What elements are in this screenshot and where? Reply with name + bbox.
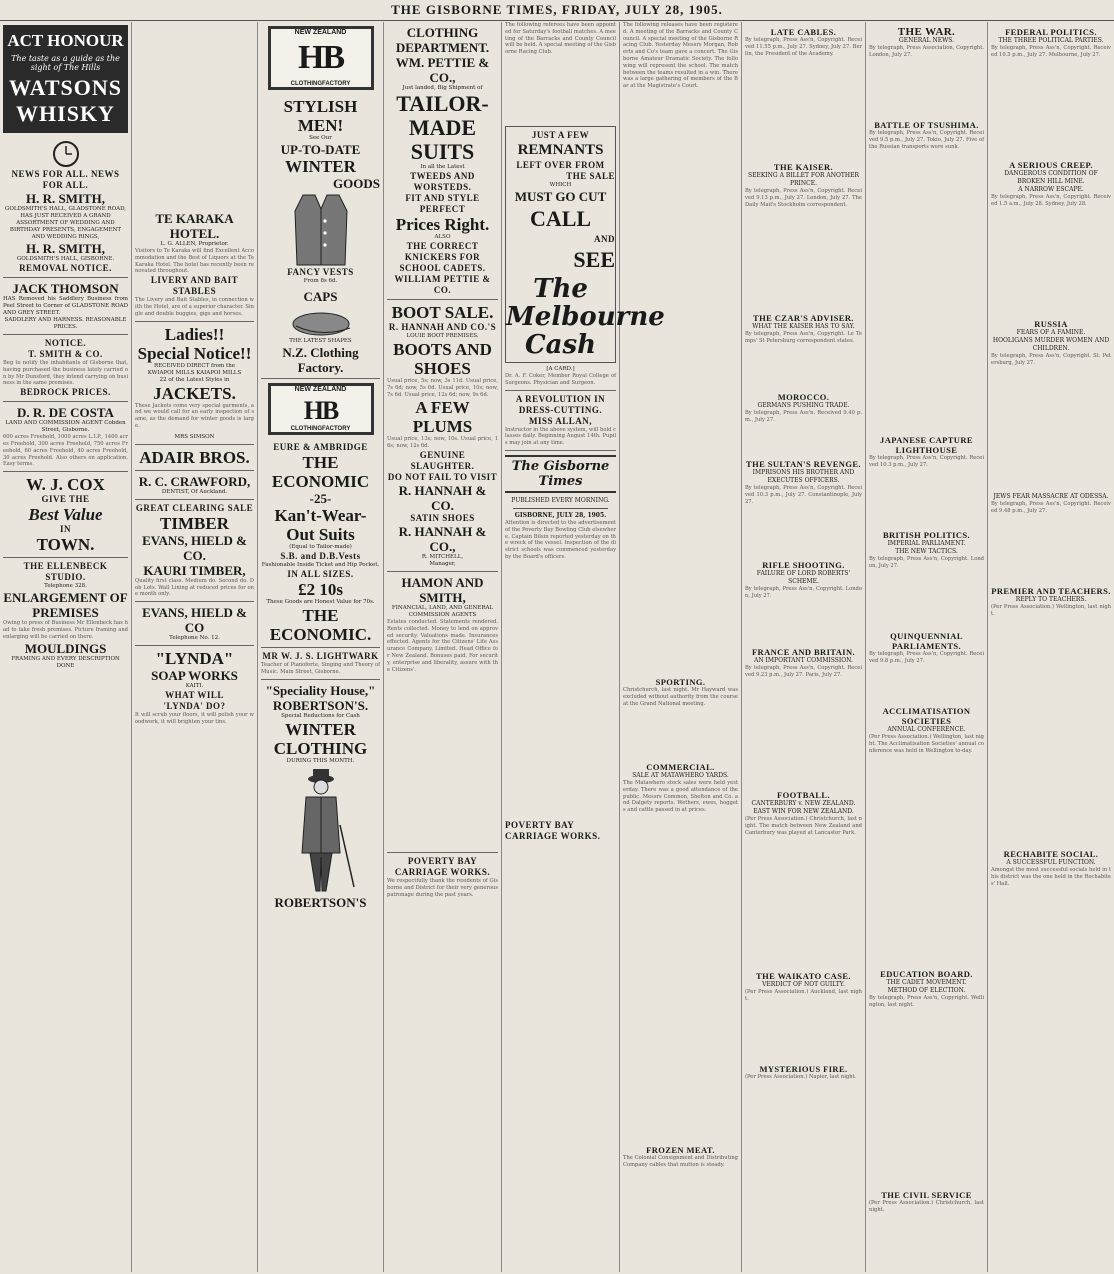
during-month: DURING THIS MONTH. xyxy=(286,757,355,764)
hannah-3: R. HANNAH & CO., xyxy=(398,523,487,554)
hamon-text: Estates conducted. Statements rendered. Rents collected. Money to lend on approved security. Valuations made. Insurances effected. Agents for the Citizens' Life Assurance Company, Limited. Head Office for New Zealand. Bonuses paid. For security, enterprise and liberality, assure with the Citizens'. xyxy=(387,618,498,673)
dress-cutting-ad xyxy=(505,391,616,451)
hannah-2: R. HANNAH & CO. xyxy=(398,482,487,513)
logo-top: NEW ZEALAND xyxy=(294,29,347,36)
education-heading: EDUCATION BOARD. xyxy=(880,969,973,979)
british-heading: BRITISH POLITICS. xyxy=(882,530,971,540)
caps: CAPS xyxy=(303,289,338,304)
logo-top-2: NEW ZEALAND xyxy=(294,386,347,393)
lightwark-text: Teacher of Pianoforte, Singing and Theory of Music. Main Street, Gisborne. xyxy=(261,662,380,675)
timber: TIMBER xyxy=(160,513,229,533)
winter-2: WINTER xyxy=(285,719,356,739)
logo-hb-2: HB xyxy=(303,396,338,425)
sb-db-vests: S.B. and D.B.Vests xyxy=(280,551,361,561)
studio-name: THE ELLENBECK STUDIO. xyxy=(23,561,108,583)
usual-prices: Usual price, 5s; now, 3s 11d. Usual price, 7s 6d; now, 5s 6d. Usual price, 10s; now, 7s 6d. Usual price, 12s 6d; now, 9s 6d. xyxy=(387,378,498,398)
frozen-text: The Colonial Consignment and Distributing Company cables that mutton is steady. xyxy=(623,1155,738,1168)
sultan-sub: IMPRISONS HIS BROTHER AND EXECUTES OFFICERS. xyxy=(752,469,855,484)
latest-styles: 22 of the Latest Styles in xyxy=(159,376,230,383)
mills: KWIAPOI MILLS KAIAPOI MILLS xyxy=(147,369,242,376)
rifle-sub: FAILURE OF LORD ROBERTS' SCHEME. xyxy=(756,570,851,585)
dateline: GISBORNE, JULY 28, 1905. xyxy=(514,511,607,519)
enlargement: ENLARGEMENT OF PREMISES xyxy=(3,590,128,621)
logo-hb: HB xyxy=(297,39,344,76)
timber-text: Quality first class. Medium do. Second do. Dob Lots. Wall Lining at reduced prices for one month only. xyxy=(135,577,254,598)
premier-sub: REPLY TO TEACHERS. xyxy=(1015,596,1087,603)
cox-name: W. J. COX xyxy=(26,475,105,495)
special-reductions: Special Reductions for Cash xyxy=(281,712,360,719)
tailor: TAILOR- xyxy=(396,91,489,116)
melbourne: Melbourne xyxy=(506,302,665,332)
newspaper-masthead: THE GISBORNE TIMES, FRIDAY, JULY 28, 1905. xyxy=(0,0,1114,21)
france-sub: AN IMPORTANT COMMISSION. xyxy=(754,657,853,664)
watsons-whisky-ad xyxy=(3,25,128,133)
jackets-text: These Jackets come very special garments, and we would call for an early inspection of same, as the demand for winter goods is large. xyxy=(135,402,254,429)
rifle-text: By telegraph, Press Ass'n, Copyright. London, July 27. xyxy=(745,586,862,599)
up-to-date: UP-TO-DATE xyxy=(280,142,361,157)
clothing-department: CLOTHING DEPARTMENT. xyxy=(395,25,490,55)
cap-icon xyxy=(286,304,356,338)
lighthouse-text: By telegraph, Press Ass'n, Copyright. Received 10.3 p.m., July 27. xyxy=(869,455,984,468)
election-sub: METHOD OF ELECTION. xyxy=(887,987,966,994)
and: AND xyxy=(594,234,615,244)
kaiti: KAITI. xyxy=(185,683,204,690)
thomson-ad xyxy=(3,278,128,335)
see-our: See Our xyxy=(309,135,332,141)
war-text: By telegraph, Press Association, Copyright. London, July 27. xyxy=(869,45,984,58)
knickers: THE CORRECT KNICKERS FOR SCHOOL CADETS. xyxy=(399,241,486,273)
logo-bottom: CLOTHINGFACTORY xyxy=(290,81,351,87)
mitchell: R. MITCHELL, xyxy=(421,553,464,560)
jackets: JACKETS. xyxy=(153,383,236,403)
twenty-five: -25- xyxy=(309,491,332,506)
smith-removal: REMOVAL NOTICE. xyxy=(19,263,112,273)
clothing: CLOTHING xyxy=(273,738,368,758)
winter-1: WINTER xyxy=(285,157,356,176)
commercial-heading: COMMERCIAL. xyxy=(646,762,715,772)
rechabite-heading: RECHABITE SOCIAL. xyxy=(1003,849,1099,859)
carriage-ad xyxy=(387,853,498,901)
evans-hield-1: EVANS, HIELD & CO. xyxy=(142,532,247,563)
war-heading: THE WAR. xyxy=(897,26,956,38)
quinquennial-heading: QUINQUENNIAL PARLIAMENTS. xyxy=(890,631,963,651)
fire-text: (Per Press Association.) Napier, last night. xyxy=(745,1074,857,1080)
evans-tel: Telephone No. 12. xyxy=(169,635,220,642)
adair-bros: ADAIR BROS. xyxy=(139,447,250,467)
just-landed: Just landed, Big Shipment of xyxy=(402,85,483,91)
decosta-text: LAND AND COMMISSION AGENT Cobden Street, Gisborne. xyxy=(5,420,126,434)
lynda-do: 'LYNDA' DO? xyxy=(163,701,226,712)
sultan-heading: THE SULTAN'S REVENGE. xyxy=(746,459,861,469)
education-text: By telegraph, Press Ass'n, Copyright. Wellington, last night. xyxy=(869,995,984,1008)
fire-heading: MYSTERIOUS FIRE. xyxy=(759,1064,848,1074)
quinquennial-text: By telegraph, Press Ass'n, Copyright. Received 9.8 p.m., July 27. xyxy=(869,651,984,664)
nz-clothing-factory-logo xyxy=(268,26,374,90)
football-sub-2: EAST WIN FOR NEW ZEALAND. xyxy=(753,808,854,815)
frozen-meat-heading: FROZEN MEAT. xyxy=(646,1145,715,1155)
rechabite-sub: A SUCCESSFUL FUNCTION. xyxy=(1006,859,1096,866)
carriage-works-heading: POVERTY BAY CARRIAGE WORKS. xyxy=(505,819,601,841)
russia-heading: RUSSIA xyxy=(1034,319,1068,329)
price: £2 10s xyxy=(298,580,343,599)
russia-sub: FEARS OF A FAMINE. xyxy=(1016,329,1086,336)
plums-text: Usual price, 13s; now, 10s. Usual price, 16s; now, 12s 6d. xyxy=(387,436,498,450)
livery-text: The Livery and Bait Stables, in connection with the Hotel, are of a superior character. Single and double buggies, gigs and horses. xyxy=(135,297,254,317)
decosta-name: D. R. DE COSTA xyxy=(17,405,114,421)
federal-sub: THE THREE POLITICAL PARTIES. xyxy=(998,37,1104,44)
revolution: A REVOLUTION IN DRESS-CUTTING. xyxy=(515,393,606,415)
lighthouse-heading: JAPANESE CAPTURE LIGHTHOUSE xyxy=(880,435,973,455)
waikato-sub: VERDICT OF NOT GUILTY. xyxy=(762,981,845,988)
satin-shoes: SATIN SHOES xyxy=(410,512,475,523)
notice-text: Beg to notify the inhabitants of Gisborne that, having purchased the business lately carried on by Mr Dunsford, they intend carrying on business in the same premises. xyxy=(3,360,128,387)
column-9 xyxy=(988,22,1114,1272)
kaiser-sub: SEEKING A BILLET FOR ANOTHER PRINCE. xyxy=(747,172,860,187)
federal-heading: FEDERAL POLITICS. xyxy=(1005,27,1097,37)
smith-ad xyxy=(3,136,128,278)
slaughter: GENUINE SLAUGHTER. xyxy=(410,449,475,471)
just-a-few: JUST A FEW xyxy=(531,130,590,140)
czar-text: By telegraph, Press Ass'n, Copyright. Le Temps' St Petersburg correspondent states. xyxy=(745,331,862,344)
sultan-text: By telegraph, Press Ass'n, Copyright. Received 10.3 p.m., July 27. Constantinople, July 27. xyxy=(745,485,862,505)
creep-sub: DANGEROUS CONDITION OF BROKEN HILL MINE. xyxy=(1004,170,1098,185)
thomson-text: HAS Removed his Saddlery Business from Peel Street to Corner of GLADSTONE ROAD AND GREY STREET. xyxy=(3,296,128,316)
column-3 xyxy=(258,22,384,1272)
morocco-sub: GERMANS PUSHING TRADE. xyxy=(757,402,850,409)
column-4 xyxy=(384,22,502,1272)
published-every-morning: PUBLISHED EVERY MORNING. xyxy=(511,496,610,504)
lightwark: MR W. J. S. LIGHTWARK xyxy=(262,651,379,661)
studio-tel: Telephone 328. xyxy=(44,583,87,590)
gisborne-times-title: The Gisborne Times xyxy=(505,455,616,493)
shoes: SHOES xyxy=(414,359,471,378)
prices-right: Prices Right. xyxy=(395,215,490,234)
carriage-works: POVERTY BAY CARRIAGE WORKS. xyxy=(394,855,491,877)
lightwark-ad xyxy=(261,648,380,680)
ellenbeck-ad xyxy=(3,558,128,672)
creep-heading: A SERIOUS CREEP. xyxy=(1009,160,1093,170)
rule xyxy=(513,508,608,509)
pettie-name: WM. PETTIE & CO., xyxy=(395,55,490,85)
morocco-heading: MOROCCO. xyxy=(777,392,830,402)
commercial-text: The Matawhero stock sales were held yesterday. There was a good attendance of the public. Messrs Common, Shelton and Co. and Dalgety reports. Wethers, ewes, hoggets and cattle passed in at prices. xyxy=(623,780,738,814)
football-heading: FOOTBALL. xyxy=(777,790,830,800)
whisky-brand: WATSONS WHISKY xyxy=(9,75,122,126)
hotel-prop: L. G. ALLEN, Proprietor. xyxy=(160,241,229,247)
soap-works: SOAP WORKS xyxy=(151,668,238,684)
tweeds: TWEEDS AND WORSTEDS. xyxy=(410,171,475,192)
czar-heading: THE CZAR'S ADVISER. xyxy=(753,313,854,323)
card-text: Dr. A. F. Coker, Member Royal College of Surgeons. Physician and Surgeon. xyxy=(505,373,616,386)
simson: MRS SIMSON xyxy=(174,433,215,440)
premier-heading: PREMIER AND TEACHERS. xyxy=(991,586,1111,596)
notice-ad xyxy=(3,335,128,402)
remnants: REMNANTS xyxy=(517,142,604,158)
escape-sub: A NARROW ESCAPE. xyxy=(1018,186,1084,193)
the: The xyxy=(533,274,588,304)
louie: LOUIE BOOT PREMISES. xyxy=(406,333,479,339)
lynda-text: It will scrub your floors, it will polish your woodwork, it will brighten your tins. xyxy=(135,712,254,725)
kauri-timber: KAURI TIMBER, xyxy=(143,562,246,578)
do-not-fail: DO NOT FAIL TO VISIT xyxy=(387,471,498,482)
the-economic-2: THE ECONOMIC. xyxy=(269,606,372,644)
robertsons: ROBERTSON'S. xyxy=(272,697,369,713)
livery: LIVERY AND BAIT STABLES xyxy=(150,275,239,297)
cox-in: IN xyxy=(59,524,71,535)
column-2 xyxy=(132,22,258,1272)
cash: Cash xyxy=(524,330,597,360)
france-text: By telegraph, Press Ass'n, Copyright. Received 9.23 p.m., July 27. Paris, July 27. xyxy=(745,665,862,678)
studio-text: Owing to press of Business Mr Ellenbeck has had to take fresh premises. Picture framing and enlarging will be carried on there. xyxy=(3,620,128,640)
clock-icon xyxy=(51,139,81,169)
hamon-smith: HAMON AND SMITH, xyxy=(401,574,484,605)
kant-wear-out: Kan't-Wear-Out Suits xyxy=(274,506,367,544)
leader-article: Attention is directed to the advertisement of the Poverty Bay Bowling Club elsewhere. Captain Bilsin reported yesterday on the wreck of the vessel. Inspection of the district schools was commenced yesterday by the Board's officers. xyxy=(505,519,616,560)
nz-clothing-factory: N.Z. Clothing Factory. xyxy=(282,345,359,375)
lynda-title: "LYNDA" xyxy=(155,649,234,669)
morocco-text: By telegraph, Press Ass'n. Received 9.40 p.m., July 27. xyxy=(745,410,862,423)
nz-clothing-factory-logo-2 xyxy=(268,383,374,435)
hotel-name: TE KARAKA HOTEL. xyxy=(155,211,234,241)
notice-name: T. SMITH & CO. xyxy=(28,349,103,359)
what-will: WHAT WILL xyxy=(165,690,224,701)
acclim-text: (Per Press Association.) Wellington, last night. The Acclimatisation Societies' annual conference was held in Wellington to-day. xyxy=(869,734,984,754)
evans-hield-2: EVANS, HIELD & CO xyxy=(142,605,247,636)
france-heading: FRANCE AND BRITAIN. xyxy=(751,647,856,657)
bedrock-prices: BEDROCK PRICES. xyxy=(20,387,111,398)
war-sub: GENERAL NEWS. xyxy=(898,37,955,44)
sporting-heading: SPORTING. xyxy=(655,677,706,687)
boots-and: BOOTS AND xyxy=(393,340,492,359)
column-8 xyxy=(866,22,988,1272)
carriage-text: We respectfully thank the residents of Gisborne and District for their very generous patronage during the past years. xyxy=(387,877,498,898)
goods: GOODS xyxy=(333,176,380,191)
card-ad xyxy=(505,363,616,391)
federal-text: By telegraph, Press Ass'n, Copyright. Received 10.5 p.m., July 27. Melbourne, July 27. xyxy=(991,45,1111,58)
british-text: By telegraph, Press Ass'n, Copyright. London, July 27. xyxy=(869,556,984,569)
acclim-heading: ACCLIMATISATION SOCIETIES xyxy=(882,706,971,726)
which: WHICH xyxy=(549,182,572,188)
economic-ad xyxy=(261,439,380,648)
thomson-tail: SADDLERY AND HARNESS. REASONABLE PRICES. xyxy=(4,317,127,330)
boot-sale-ad xyxy=(387,300,498,572)
left-over: LEFT OVER FROM xyxy=(516,160,605,170)
cox-ad xyxy=(3,472,128,558)
clearing-sale: GREAT CLEARING SALE xyxy=(135,502,254,513)
smith-sub-2: GOLDSMITH'S HALL, GISBORNE. xyxy=(16,256,115,262)
sporting-text: Christchurch, last night. Mr Hayward was excluded without authority from the course at the Grand National meeting. xyxy=(623,687,738,707)
card: [A CARD.] xyxy=(546,366,575,372)
manager: Manager, xyxy=(429,560,456,567)
column-6-text: The following releases have been registered. A meeting of the Barracks and County Council. A special meeting of the Gisborne Racing Club. Yesterday Messrs Morgan, Roberts and Co's team gave a concert. The Gisborne Amateur Dramatic Society. The following will represent the school. The match between the teams resulted in a win. There was a large gathering of members of the Bar at the Magistrate's Court. xyxy=(623,22,738,90)
tsushima-heading: BATTLE OF TSUSHIMA. xyxy=(874,120,979,130)
matawhero-heading: SALE AT MATAWHERO YARDS. xyxy=(632,772,729,779)
decosta-ad xyxy=(3,402,128,472)
premier-text: (Per Press Association.) Wellington, last night. xyxy=(991,604,1111,617)
miss-allan: MISS ALLAN, xyxy=(528,415,592,426)
stylish-men: STYLISH MEN! xyxy=(283,97,358,135)
russia-text: By telegraph, Press Ass'n, Copyright. St. Petersburg, July 27. xyxy=(991,353,1111,366)
tactics: THE NEW TACTICS. xyxy=(895,548,958,555)
civil-text: (Per Press Association.) Christchurch, last night. xyxy=(869,1200,984,1213)
tsushima-text: By telegraph, Press Ass'n, Copyright. Received 9.5 p.m., July 27. Tokio, July 27. Five of the Russian transports were sunk. xyxy=(869,130,984,150)
robertsons-2: ROBERTSON'S xyxy=(274,894,367,910)
boot-sale: BOOT SALE. xyxy=(391,303,494,322)
kaiser-text: By telegraph, Press Ass'n, Copyright. Received 9.13 p.m., July 27. London, July 27. The Daily Mail's Stockholm correspondent. xyxy=(745,188,862,208)
the-economic: THE ECONOMIC xyxy=(271,453,370,491)
whisky-slogan: The taste as a guide as the sight of The Hills xyxy=(11,54,120,72)
ladies-ad xyxy=(135,322,254,445)
vests-price: From 8s 6d. xyxy=(303,278,338,284)
remnants-ad xyxy=(505,126,665,363)
robertsons-ad xyxy=(261,680,380,913)
hooligans-sub: HOOLIGANS MURDER WOMEN AND CHILDREN. xyxy=(992,337,1110,352)
waikato-heading: THE WAIKATO CASE. xyxy=(756,971,851,981)
column-6 xyxy=(620,22,742,1272)
fancy-vests: FANCY VESTS xyxy=(287,267,354,277)
allan-text: Instructor in the above system, will hold classes daily. Beginning August 14th. Pupils may join at any time. xyxy=(505,426,616,447)
british-sub: IMPERIAL PARLIAMENT. xyxy=(887,540,966,547)
decosta-listings: 600 acres Freehold, 1000 acres L.I.P., 1400 acres Freehold, 300 acres Freehold, 750 acres Freehold, 60 acres Freehold, 40 acres Freehold, 30 acres Freehold. Also others on application. Easy terms. xyxy=(3,434,128,468)
football-text: (Per Press Association.) Christchurch, last night. The match between New Zealand and Canterbury was played at Lancaster Park. xyxy=(745,816,862,836)
football-sub: CANTERBURY v. NEW ZEALAND. xyxy=(751,800,856,807)
column-2-top xyxy=(135,22,254,208)
logo-bottom-2: CLOTHINGFACTORY xyxy=(290,426,351,432)
the-sale: THE SALE xyxy=(566,171,615,181)
jews-text: By telegraph, Press Ass'n, Copyright. Received 9.48 p.m., July 27. xyxy=(991,501,1111,514)
smith-lines: HAS JUST RECEIVED A GRAND ASSORTMENT OF WEDDING AND BIRTHDAY PRESENTS, ENGAGEMENT AND WEDDING RINGS, xyxy=(9,213,122,240)
eure-ambridge: EURE & AMBRIDGE xyxy=(273,442,368,452)
whisky-top-text: ACT HONOUR xyxy=(7,31,124,50)
smith-address: GOLDSMITH'S HALL, GLADSTONE ROAD, xyxy=(4,206,127,212)
crawford-ad xyxy=(135,471,254,500)
crawford-sub: DENTIST, Of Auckland. xyxy=(161,488,228,495)
pettie-name-2: WILLIAM PETTIE & CO. xyxy=(394,274,491,295)
vest-icon xyxy=(291,191,351,267)
financial: FINANCIAL, LAND, AND GENERAL COMMISSION AGENTS xyxy=(391,604,494,618)
smith-pre: NEWS FOR ALL. NEWS FOR ALL. xyxy=(11,169,120,190)
also: ALSO xyxy=(434,234,451,240)
te-karaka-hotel-ad xyxy=(135,208,254,322)
see: SEE xyxy=(573,247,615,272)
smith-name: H. R. SMITH, xyxy=(25,191,106,206)
cox-town: TOWN. xyxy=(36,535,95,555)
waikato-text: (Per Press Association.) Auckland, last night. xyxy=(745,989,862,1002)
thomson-name: JACK THOMSON xyxy=(12,281,119,296)
late-cables-heading: LATE CABLES. xyxy=(770,27,837,37)
kant-sub: (Equal to Tailor-made) xyxy=(289,544,352,550)
all-sizes: IN ALL SIZES. xyxy=(287,569,354,579)
ladies: Ladies!! xyxy=(164,324,225,344)
late-cables-text: By telegraph, Press Ass'n, Copyright. Received 11.55 p.m., July 27. Sydney, July 27. Berlin, the President of the Academy. xyxy=(745,37,862,57)
speciality-house: "Speciality House," xyxy=(265,682,376,698)
hotel-text: Visitors to Te Karaka will find Excellent Accommodation and the Best of Liquors at the Te Karaka Hotel. The hotel has recently been renovated throughout. xyxy=(135,248,254,275)
framing: FRAMING AND EVERY DESCRIPTION DONE xyxy=(11,655,120,669)
rifle-heading: RIFLE SHOOTING. xyxy=(762,560,845,570)
must-go-cut: MUST GO CUT xyxy=(514,189,607,204)
column-1 xyxy=(0,22,132,1272)
acclim-sub: ANNUAL CONFERENCE. xyxy=(887,726,966,733)
evans-hield-ad xyxy=(135,602,254,646)
gentleman-illustration xyxy=(276,765,366,895)
stylish-men-ad xyxy=(261,94,380,379)
pettie-ad xyxy=(387,22,498,300)
column-5 xyxy=(502,22,665,1272)
lynda-ad xyxy=(135,646,254,729)
cox-give: GIVE THE xyxy=(41,494,90,505)
notice-title: NOTICE. xyxy=(44,338,87,348)
rechabite-text: Amongst the most successful socials held in this district was the one held in the Rechabites' Hall. xyxy=(991,867,1111,887)
adair-ad xyxy=(135,445,254,471)
latest-shapes: THE LATEST SHAPES xyxy=(289,338,352,344)
education-sub: THE CADET MOVEMENT. xyxy=(886,979,967,986)
received-direct: RECEIVED DIRECT from the xyxy=(153,362,235,369)
in-all-latest: In all the Latest xyxy=(420,164,465,170)
made: MADE xyxy=(408,115,477,140)
crawford-name: R. C. CRAWFORD, xyxy=(138,473,251,489)
suits: SUITS xyxy=(410,139,475,164)
fit-style: FIT AND STYLE PERFECT xyxy=(405,193,480,214)
smith-name-2: H. R. SMITH, xyxy=(25,241,106,256)
few-plums: A FEW PLUMS xyxy=(412,398,473,437)
hannah: R. HANNAH AND CO.'S xyxy=(388,322,497,332)
civil-heading: THE CIVIL SERVICE xyxy=(881,1190,972,1200)
call: CALL xyxy=(529,206,592,231)
hamon-smith-ad xyxy=(387,572,498,853)
kaiser-heading: THE KAISER. xyxy=(773,162,834,172)
special-notice: Special Notice!! xyxy=(137,343,252,363)
clearing-sale-ad xyxy=(135,500,254,602)
cox-best-value: Best Value xyxy=(28,505,103,525)
czar-sub: WHAT THE KAISER HAS TO SAY. xyxy=(752,323,855,330)
honest-value: These Goods are Honest Value for 70s. xyxy=(266,599,375,605)
inside-ticket: Fashionable Inside Ticket and Hip Pocket. xyxy=(261,562,380,568)
creep-text: By telegraph, Press Ass'n, Copyright. Received 1.5 a.m., July 28. Sydney, July 28. xyxy=(991,194,1111,207)
jews-sub: JEWS FEAR MASSACRE AT ODESSA. xyxy=(993,493,1109,500)
column-5-top: The following referees have been appointed for Saturday's football matches. A meeting of the Barracks and County Council will be held. A special meeting of the Gisborne Racing Club. xyxy=(505,22,616,56)
column-7 xyxy=(742,22,866,1272)
mouldings: MOULDINGS xyxy=(24,640,107,656)
